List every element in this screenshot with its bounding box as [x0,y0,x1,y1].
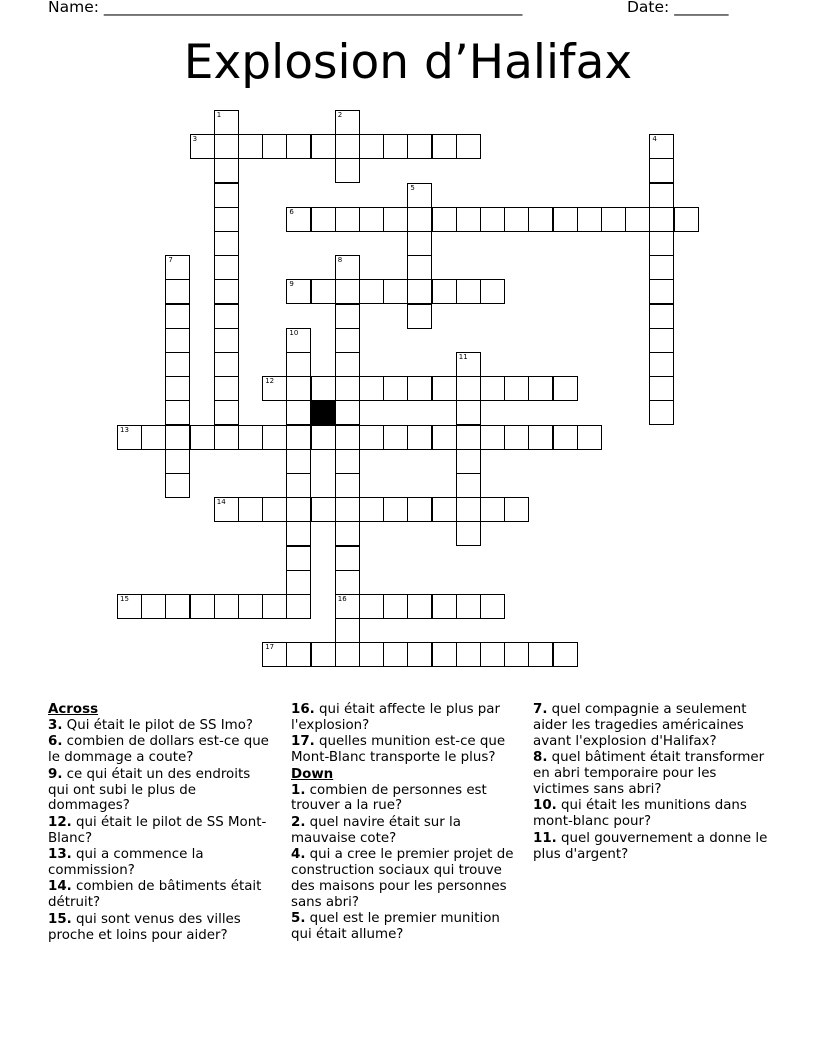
grid-cell[interactable] [649,400,674,425]
grid-cell[interactable] [238,497,263,522]
grid-cell[interactable] [214,255,239,280]
grid-cell[interactable] [214,134,239,159]
grid-cell[interactable] [165,449,190,474]
grid-cell[interactable] [335,255,360,280]
clue-number: 10 [289,328,299,337]
grid-cell[interactable] [407,376,432,401]
grid-cell[interactable] [286,376,311,401]
grid-cell[interactable] [432,642,457,667]
clue-number: 17 [265,643,275,652]
grid-cell[interactable] [214,425,239,450]
grid-cell[interactable] [601,207,626,232]
grid-cell[interactable] [528,207,553,232]
grid-cell[interactable] [286,400,311,425]
grid-cell[interactable] [504,642,529,667]
grid-cell[interactable] [480,425,505,450]
clue-down-2: 2. quel navire était sur la mauvaise cote? [291,814,461,846]
grid-cell[interactable] [262,642,287,667]
grid-cell[interactable] [674,207,699,232]
grid-cell[interactable] [649,134,674,159]
grid-cell[interactable] [335,158,360,183]
clue-down-4: 4. qui a cree le premier projet de construction sociaux qui trouve des maisons pour les personnes sans abri? [291,847,514,910]
grid-cell[interactable] [117,594,142,619]
grid-cell[interactable] [335,570,360,595]
grid-cell[interactable] [456,352,481,377]
grid-cell[interactable] [432,376,457,401]
grid-cell[interactable] [359,207,384,232]
grid-cell[interactable] [335,425,360,450]
grid-cell[interactable] [286,497,311,522]
grid-cell[interactable] [286,449,311,474]
grid-cell[interactable] [480,594,505,619]
grid-cell[interactable] [528,642,553,667]
grid-cell[interactable] [262,425,287,450]
grid-cell[interactable] [286,521,311,546]
grid-cell[interactable] [456,521,481,546]
clues-column-3 [533,702,769,863]
grid-cell[interactable] [649,352,674,377]
grid-cell[interactable] [335,328,360,353]
grid-cell[interactable] [141,594,166,619]
grid-cell[interactable] [359,376,384,401]
grid-cell[interactable] [311,642,336,667]
grid-cell[interactable] [359,134,384,159]
grid-cell[interactable] [311,497,336,522]
grid-cell[interactable] [456,376,481,401]
grid-cell[interactable] [165,594,190,619]
grid-cell[interactable] [407,642,432,667]
grid-cell[interactable] [214,400,239,425]
grid-cell[interactable] [214,158,239,183]
grid-cell[interactable] [432,425,457,450]
grid-cell[interactable] [141,425,166,450]
clue-number: 6 [289,207,294,216]
clue-across-16: 16. qui était affecte le plus par l'explosion? [291,702,501,733]
across-heading: Across [48,702,99,717]
grid-cell[interactable] [407,207,432,232]
clue-number: 12 [265,377,275,386]
grid-cell[interactable] [335,110,360,135]
clue-down-11: 11. quel gouvernement a donne le plus d'argent? [533,830,768,862]
grid-cell[interactable] [383,134,408,159]
grid-cell[interactable] [649,183,674,208]
grid-cell[interactable] [456,594,481,619]
grid-cell[interactable] [480,279,505,304]
clue-down-10: 10. qui était les munitions dans mont-blanc pour? [533,798,747,830]
grid-cell[interactable] [214,231,239,256]
grid-cell[interactable] [214,376,239,401]
grid-cell[interactable] [335,304,360,329]
grid-cell[interactable] [456,134,481,159]
grid-cell[interactable] [165,328,190,353]
grid-cell[interactable] [335,400,360,425]
grid-cell[interactable] [553,425,578,450]
grid-cell[interactable] [165,376,190,401]
grid-cell[interactable] [238,594,263,619]
grid-cell[interactable] [214,497,239,522]
grid-cell[interactable] [286,570,311,595]
clue-down-8: 8. quel bâtiment était transformer en abri temporaire pour les victimes sans abri? [533,750,765,798]
grid-cell[interactable] [432,134,457,159]
grid-cell[interactable] [456,497,481,522]
clues-column-1 [48,702,273,944]
grid-cell[interactable] [190,425,215,450]
grid-cell[interactable] [311,279,336,304]
grid-cell[interactable] [456,449,481,474]
grid-cell[interactable] [456,400,481,425]
grid-cell[interactable] [407,255,432,280]
clue-across-9: 9. ce qui était un des endroits qui ont subi le plus de dommages? [48,766,251,814]
clue-down-5: 5. quel est le premier munition qui était allume? [291,911,500,943]
grid-cell[interactable] [359,594,384,619]
grid-cell[interactable] [335,352,360,377]
grid-cell[interactable] [383,497,408,522]
grid-cell[interactable] [359,279,384,304]
grid-cell[interactable] [528,376,553,401]
clue-number: 16 [337,595,347,603]
grid-cell[interactable] [432,279,457,304]
clue-number: 2 [337,111,343,119]
grid-cell[interactable] [286,134,311,159]
clue-across-14: 14. combien de bâtiments était détruit? [48,879,262,911]
clue-number: 1 [216,111,222,119]
grid-cell[interactable] [504,425,529,450]
grid-cell[interactable] [407,497,432,522]
grid-cell[interactable] [407,594,432,619]
grid-cell[interactable] [214,279,239,304]
grid-cell[interactable] [383,207,408,232]
grid-cell[interactable] [649,158,674,183]
grid-cell[interactable] [214,183,239,208]
grid-cell[interactable] [359,425,384,450]
clue-number: 5 [410,183,415,192]
grid-cell[interactable] [335,546,360,571]
grid-cell[interactable] [432,594,457,619]
grid-cell[interactable] [286,546,311,571]
clue-across-6: 6. combien de dollars est-ce que le dommage a coute? [48,734,269,766]
grid-cell[interactable] [214,328,239,353]
grid-cell[interactable] [165,473,190,498]
grid-cell[interactable] [383,279,408,304]
clue-number: 7 [168,256,173,265]
down-heading: Down [291,766,334,782]
clue-number: 3 [192,135,198,144]
grid-cell[interactable] [432,497,457,522]
grid-cell[interactable] [335,642,360,667]
grid-cell[interactable] [407,231,432,256]
grid-cell[interactable] [407,279,432,304]
grid-cell[interactable] [286,642,311,667]
grid-cell[interactable] [262,497,287,522]
grid-cell[interactable] [456,207,481,232]
grid-cell[interactable] [335,473,360,498]
grid-cell[interactable] [335,521,360,546]
grid-cell[interactable] [649,207,674,232]
clue-across-12: 12. qui était le pilot de SS Mont-Blanc? [48,814,267,846]
grid-cell[interactable] [214,110,239,135]
grid-cell[interactable] [335,449,360,474]
clue-across-3: 3. Qui était le pilot de SS Imo? [48,717,253,733]
grid-cell[interactable] [311,134,336,159]
grid-cell[interactable] [335,618,360,643]
grid-cell[interactable] [165,279,190,304]
clue-across-13: 13. qui a commence la commission? [48,847,204,879]
grid-cell[interactable] [407,183,432,208]
grid-cell[interactable] [214,352,239,377]
grid-cell[interactable] [359,497,384,522]
grid-cell[interactable] [504,376,529,401]
grid-cell[interactable] [480,497,505,522]
grid-cell[interactable] [286,425,311,450]
grid-cell[interactable] [649,279,674,304]
grid-cell[interactable] [335,279,360,304]
clue-down-7: 7. quel compagnie a seulement aider les tragedies américaines avant l'explosion d'Halifax? [533,702,747,749]
grid-cell[interactable] [553,376,578,401]
grid-cell[interactable] [190,134,215,159]
grid-cell[interactable] [117,425,142,450]
grid-cell[interactable] [504,207,529,232]
grid-cell[interactable] [262,594,287,619]
grid-cell[interactable] [335,594,360,619]
clue-number: 11 [458,353,468,361]
grid-cell[interactable] [553,207,578,232]
grid-cell[interactable] [480,642,505,667]
grid-cell[interactable] [214,594,239,619]
grid-cell[interactable] [649,231,674,256]
grid-cell[interactable] [383,425,408,450]
grid-cell[interactable] [262,134,287,159]
grid-cell[interactable] [286,207,311,232]
grid-cell[interactable] [456,425,481,450]
clue-down-1: 1. combien de personnes est trouver a la rue? [291,782,487,814]
grid-cell[interactable] [577,425,602,450]
grid-cell[interactable] [311,207,336,232]
grid-cell[interactable] [165,255,190,280]
puzzle-title: Explosion d’Halifax [183,35,633,90]
grid-cell[interactable] [359,642,384,667]
grid-cell[interactable] [165,400,190,425]
grid-cell[interactable] [335,376,360,401]
grid-cell[interactable] [383,376,408,401]
grid-cell[interactable] [407,134,432,159]
grid-cell[interactable] [286,473,311,498]
grid-cell[interactable] [649,328,674,353]
grid-cell[interactable] [480,207,505,232]
grid-cell[interactable] [165,425,190,450]
grid-cell[interactable] [456,279,481,304]
clue-number: 8 [337,256,343,265]
grid-cell[interactable] [432,207,457,232]
grid-cell[interactable] [649,304,674,329]
grid-cell[interactable] [286,279,311,304]
grid-cell[interactable] [165,304,190,329]
grid-cell[interactable] [286,328,311,353]
grid-cell[interactable] [407,425,432,450]
grid-cell[interactable] [214,207,239,232]
grid-cell[interactable] [504,497,529,522]
clues-column-2 [291,702,523,944]
grid-cell[interactable] [335,497,360,522]
grid-cell[interactable] [311,376,336,401]
grid-cell[interactable] [577,207,602,232]
grid-cell[interactable] [456,642,481,667]
clue-across-17: 17. quelles munition est-ce que Mont-Blanc transporte le plus? [291,734,506,766]
grid-cell[interactable] [649,255,674,280]
grid-cell[interactable] [335,134,360,159]
clue-number: 14 [216,498,226,507]
clue-number: 9 [289,280,294,289]
grid-cell[interactable] [649,376,674,401]
grid-cell[interactable] [286,594,311,619]
grid-cell[interactable] [190,594,215,619]
grid-cell[interactable] [214,304,239,329]
grid-cell[interactable] [238,425,263,450]
grid-cell[interactable] [553,642,578,667]
grid-cell[interactable] [528,425,553,450]
grid-cell[interactable] [480,376,505,401]
name-field-label: Name: ______________________________________________________ [48,0,523,16]
grid-cell[interactable] [407,304,432,329]
clue-number: 13 [120,425,129,434]
grid-cell[interactable] [625,207,650,232]
clue-number: 4 [652,135,657,144]
grid-cell[interactable] [165,352,190,377]
grid-cell[interactable] [238,134,263,159]
date-field-label: Date: _______ [627,0,729,16]
grid-cell[interactable] [383,642,408,667]
grid-cell[interactable] [456,473,481,498]
clue-number: 15 [120,595,129,603]
grid-cell[interactable] [262,376,287,401]
grid-cell[interactable] [383,594,408,619]
grid-cell[interactable] [311,425,336,450]
grid-cell[interactable] [335,207,360,232]
grid-cell[interactable] [286,352,311,377]
clue-across-15: 15. qui sont venus des villes proche et loins pour aider? [48,911,241,943]
grid-block [311,400,336,425]
